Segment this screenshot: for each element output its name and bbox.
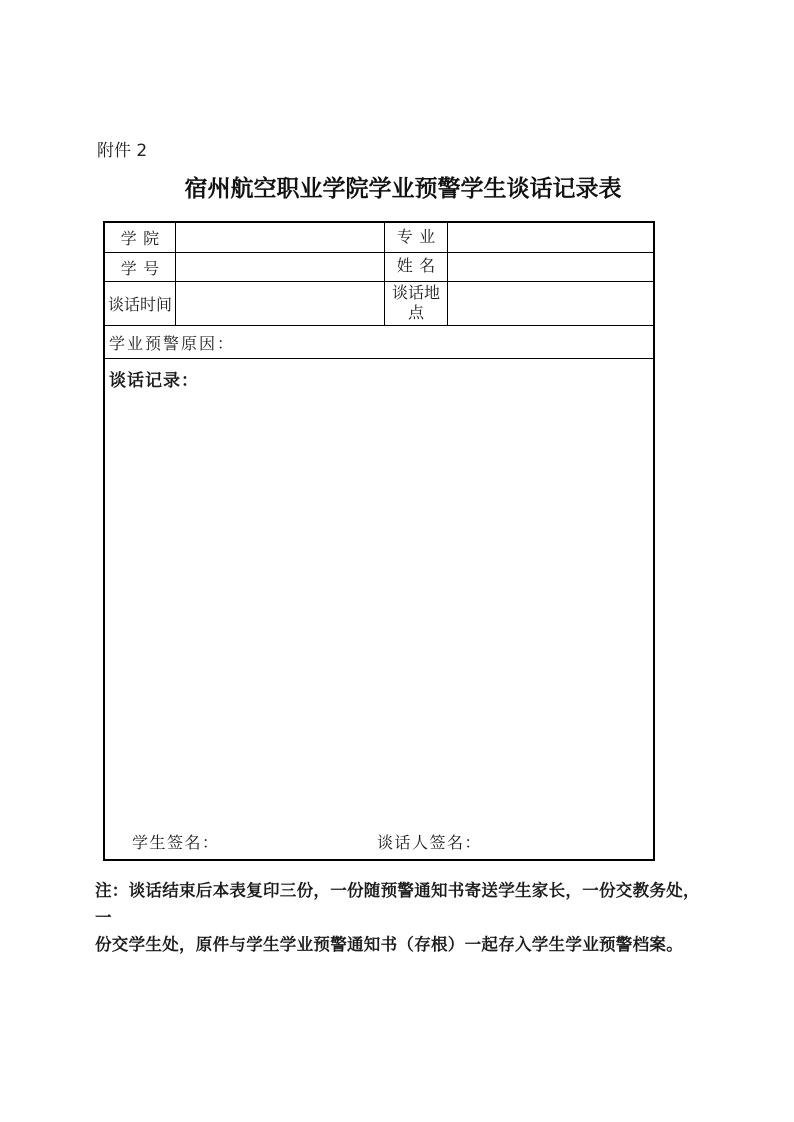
student-id-label: 学号 (120, 260, 166, 278)
major-label: 专业 (396, 228, 442, 246)
college-label-cell (105, 223, 176, 252)
student-id-label-cell (105, 253, 176, 281)
interview-time-label-cell (105, 282, 176, 325)
form-row-id-name (105, 253, 653, 282)
interview-record-form-table (103, 221, 655, 861)
college-value-cell (176, 223, 385, 252)
name-label-cell (385, 253, 448, 281)
major-label-cell (385, 223, 448, 252)
interview-location-value-cell (448, 282, 653, 325)
student-id-value-cell (176, 253, 385, 281)
interview-record-label: 谈话记录： (109, 371, 199, 390)
attachment-label: 附件 2 (97, 141, 148, 161)
footer-note-line-2: 份交学生处，原件与学生学业预警通知书（存根）一起存入学生学业预警档案。 (95, 935, 683, 954)
warning-reason-cell (105, 326, 653, 358)
interview-record-cell (105, 359, 653, 859)
student-signature-label: 学生签名： (132, 835, 220, 852)
name-value-cell (448, 253, 653, 281)
footer-note-line-1: 注：谈话结束后本表复印三份，一份随预警通知书寄送学生家长，一份交教务处，一 (95, 881, 700, 927)
interview-time-value-cell (176, 282, 385, 325)
warning-reason-label: 学业预警原因： (109, 335, 236, 353)
name-label: 姓名 (396, 258, 442, 275)
footer-note (95, 877, 715, 958)
document-title: 宿州航空职业学院学业预警学生谈话记录表 (184, 176, 622, 201)
form-row-college-major (105, 223, 653, 253)
form-row-time-location (105, 282, 653, 326)
interview-location-label-cell (385, 282, 448, 325)
interview-time-label: 谈话时间 (107, 297, 172, 314)
form-row-warning-reason (105, 326, 653, 359)
college-label: 学院 (120, 231, 166, 248)
interviewer-signature-label: 谈话人签名： (377, 835, 483, 852)
interview-location-label: 谈话地点 (391, 284, 440, 322)
major-value-cell (448, 223, 653, 252)
